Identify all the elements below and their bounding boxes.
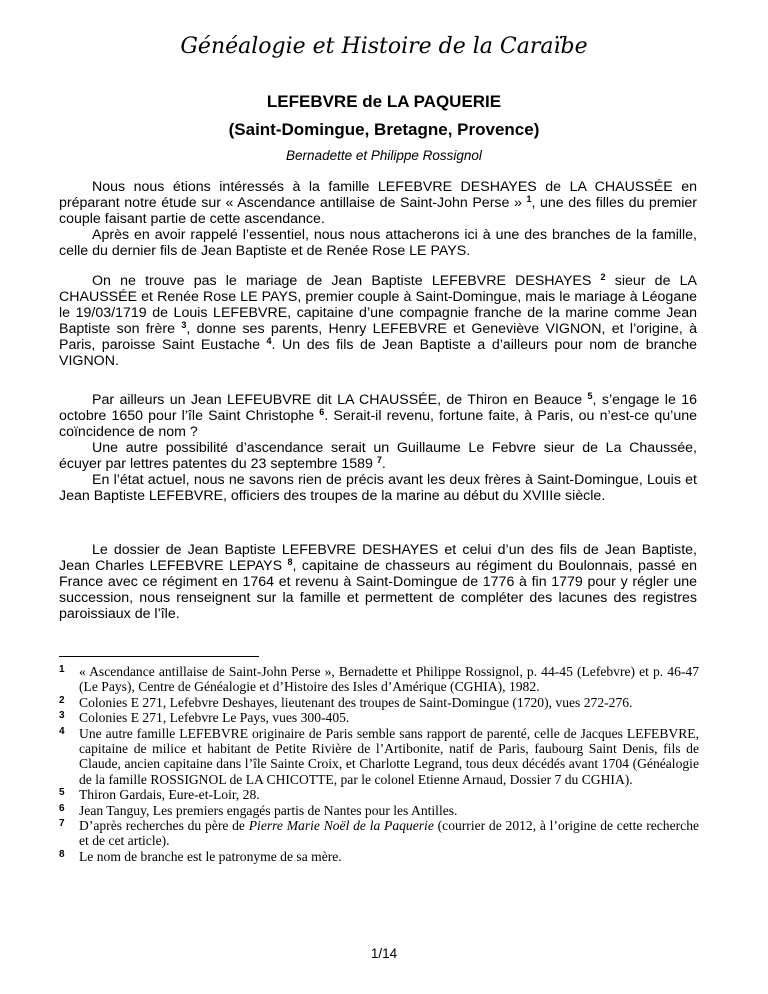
footnote-number: 8 xyxy=(59,848,65,860)
footnote-number: 3 xyxy=(59,710,65,722)
footnote-separator xyxy=(59,656,259,657)
paragraph-1: Nous nous étions intéressés à la famille LEFEBVRE DESHAYES de LA CHAUSSÉE en préparant notre étude sur « Ascendance antillaise de Saint-John Perse » $^1$, une des filles du premier couple faisant partie de cette ascendance. xyxy=(59,179,698,227)
footnote-ref-1[interactable]: 1 xyxy=(526,194,532,204)
footnote-2: 2 Colonies E 271, Lefebvre Deshayes, lieutenant des troupes de Saint-Domingue (1720), vues 272-276. xyxy=(59,694,633,710)
paragraph-5: Une autre possibilité d’ascendance serait un Guillaume Le Febvre sieur de La Chaussée, écuyer par lettres patentes du 23 septembre 1589 $^7$. xyxy=(59,440,697,472)
footnote-ref-3[interactable]: 3 xyxy=(181,320,187,330)
page-number: 1/14 xyxy=(370,946,398,961)
article-title: LEFEBVRE de LA PAQUERIE xyxy=(266,92,502,111)
footnote-5: 5 Thiron Gardais, Eure-et-Loir, 28. xyxy=(59,787,260,803)
footnote-7: 7 D’après recherches du père de Pierre Marie Noël de la Paquerie (courrier de 2012, à l’origine de cette recherche et de cet article). xyxy=(59,818,700,849)
running-header: Généalogie et Histoire de la Caraïbe xyxy=(180,34,588,59)
footnote-number: 1 xyxy=(59,664,65,675)
footnote-6: 6 Jean Tanguy, Les premiers engagés partis de Nantes pour les Antilles. xyxy=(59,802,458,818)
footnote-number: 2 xyxy=(59,694,65,706)
body-block-2 xyxy=(59,273,697,369)
paragraph-2: Après en avoir rappelé l’essentiel, nous nous attacherons ici à une des branches de la famille, celle du dernier fils de Jean Baptiste et de Renée Rose LE PAYS. xyxy=(59,227,697,259)
footnote-number: 6 xyxy=(59,802,65,814)
body-block-1 xyxy=(59,179,697,259)
footnote-ref-4[interactable]: 4 xyxy=(266,336,272,346)
article-subtitle: (Saint-Domingue, Bretagne, Provence) xyxy=(228,120,540,139)
paragraph-4: Par ailleurs un Jean LEFEUBVRE dit LA CHAUSSÉE, de Thiron en Beauce $^5$, s’engage le 16 octobre 1650 pour l’île Saint Christophe $^6$. Serait-il revenu, fortune faite, à Paris, ou n’est-ce qu’une coïncidence de nom ? xyxy=(59,391,698,440)
footnote-4: 4 Une autre famille LEFEBVRE originaire de Paris semble sans rapport de parenté, celle de Jacques LEFEBVRE, capitaine de milice et habitant de Petite Rivière de l’Artibonite, natif de Paris, faubourg Saint Denis, fils de Claude, ancien capitaine dans l’île Sainte Croix, et Charlotte Legrand, tous deux décédés avant 1704 (Généalogie de la famille ROSSIGNOL de LA CHICOTTE, par le colonel Etienne Arnaud, Dossier 7 du CGHIA). xyxy=(59,725,699,787)
body-block-3 xyxy=(59,392,697,504)
footnote-ref-7[interactable]: 7 xyxy=(376,455,382,465)
footnote-ref-8[interactable]: 8 xyxy=(287,557,293,567)
footnotes xyxy=(59,664,699,864)
footnote-number: 5 xyxy=(59,787,65,799)
paragraph-7: Le dossier de Jean Baptiste LEFEBVRE DESHAYES et celui d’un des fils de Jean Baptiste, Jean Charles LEFEBVRE LEPAYS $^8$, capitaine de chasseurs au régiment du Boulonnais, passé en France avec ce régiment en 1764 et revenu à Saint-Domingue de 1776 à fin 1779 pour y régler une succession, nous renseignent sur la famille et permettent de compléter des lacunes des registres paroissiaux de l’île. xyxy=(59,542,697,622)
paragraph-3: On ne trouve pas le mariage de Jean Baptiste LEFEBVRE DESHAYES $^2$ sieur de LA CHAUSSÉE et Renée Rose LE PAYS, premier couple à Saint-Domingue, mais le mariage à Léogane le 19/03/1719 de Louis LEFEBVRE, capitaine d’une compagnie franche de la marine comme Jean Baptiste son frère $^3$, donne ses parents, Henry LEFEBVRE et Geneviève VIGNON, et l’origine, à Paris, paroisse Saint Eustache $^4$. Un des fils de Jean Baptiste a d’ailleurs pour nom de branche VIGNON. xyxy=(59,272,698,369)
footnote-3: 3 Colonies E 271, Lefebvre Le Pays, vues 300-405. xyxy=(59,710,350,726)
article-authors: Bernadette et Philippe Rossignol xyxy=(286,148,482,163)
footnote-ref-5[interactable]: 5 xyxy=(587,391,593,401)
footnote-number: 7 xyxy=(59,818,65,830)
footnote-1: 1 « Ascendance antillaise de Saint-John Perse », Bernadette et Philippe Rossignol, p. 44-45 (Lefebvre) et p. 46-47 (Le Pays), Centre de Généalogie et d’Histoire des Isles d’Amérique (CGHIA), 1982. xyxy=(59,664,699,695)
footnote-ref-2[interactable]: 2 xyxy=(600,272,606,282)
body-block-4 xyxy=(59,542,697,622)
footnote-number: 4 xyxy=(59,725,65,737)
cited-person-name: Pierre Marie Noël de la Paquerie xyxy=(248,818,434,834)
footnote-8: 8 Le nom de branche est le patronyme de sa mère. xyxy=(59,848,342,864)
paragraph-6: En l’état actuel, nous ne savons rien de précis avant les deux frères à Saint-Domingue, Louis et Jean Baptiste LEFEBVRE, officiers des troupes de la marine au début du XVIIIe siècle. xyxy=(59,472,697,504)
footnote-ref-6[interactable]: 6 xyxy=(319,407,325,417)
